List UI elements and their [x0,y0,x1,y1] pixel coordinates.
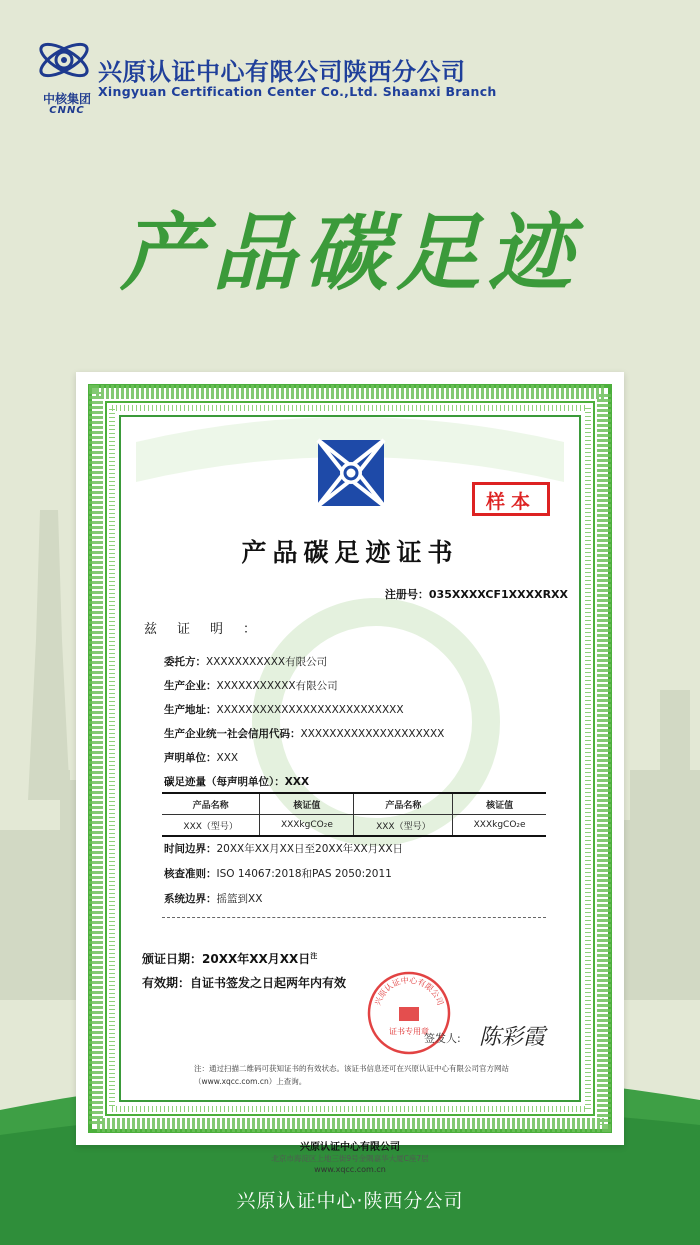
divider [162,917,546,918]
field-value: ISO 14067:2018和PAS 2050:2011 [216,868,392,880]
field-address [164,702,404,717]
field-key: 委托方： [164,656,206,668]
validity: 有效期：自证书签发之日起两年内有效 [142,976,347,990]
issue-note-mark: 注 [310,952,318,960]
field-key: 生产企业： [164,680,217,692]
prove-heading: 兹证明： [144,622,277,637]
field-credit-code [164,726,444,741]
table-header: 核证值 [260,793,354,815]
reg-value: 035XXXXCF1XXXXRXX [428,588,568,601]
reg-label: 注册号： [384,588,429,601]
bottom-caption: 兴原认证中心·陕西分公司 [236,1190,464,1212]
logo-english-text: CNNC [49,105,85,116]
table-cell: XXX（型号） [354,815,453,837]
field-system-boundary [164,891,262,906]
field-key: 生产地址： [164,704,217,716]
field-value: XXX [284,776,310,788]
field-value: XXXXXXXXXXX有限公司 [206,656,328,668]
sample-stamp: 样本 [472,482,550,516]
field-time-boundary [164,841,403,856]
issue-date [142,950,317,967]
table-row [162,815,546,837]
field-value: 20XX年XX月XX日至20XX年XX月XX日 [216,843,404,855]
company-name-cn: 兴原认证中心有限公司陕西分公司 [98,58,466,86]
header [28,30,678,120]
field-key: 时间边界： [164,843,217,855]
signature: 陈彩霞 [479,1025,546,1050]
field-criteria [164,866,392,881]
table-cell: XXX（型号） [183,821,238,832]
table-header: 核证值 [453,793,546,815]
footer-address: 北京市海淀区上地三街9号金隅嘉华大厦C座7层 [271,1154,429,1163]
page-title: 产品碳足迹 [119,204,580,302]
footer-organization: 兴原认证中心有限公司 [300,1142,400,1153]
logo-chinese-text: 中核集团 [42,92,91,106]
signer-label: 签发人: [424,1032,461,1045]
field-key: 生产企业统一社会信用代码： [164,728,301,740]
seal-bottom-text: 证书专用章 [389,1027,429,1036]
issue-date-text: 颁证日期：20XX年XX月XX日 [142,952,311,966]
field-key: 核查准则： [164,868,217,880]
field-value: XXXXXXXXXXXXXXXXXXXX [300,728,445,740]
table-header: 产品名称 [354,793,453,815]
cnnc-logo [32,32,96,116]
field-client [164,654,327,669]
certificate-title: 产品碳足迹证书 [241,538,459,567]
table-header-row [162,793,546,815]
table-cell: XXXkgCO₂e [453,815,546,837]
footer-website: www.xqcc.com.cn [314,1165,386,1174]
field-key: 碳足迹量（每声明单位）： [164,776,285,788]
product-table [162,792,546,837]
certificate-content [124,420,576,1174]
field-key: 系统边界： [164,893,217,905]
field-value: XXX [216,752,239,764]
field-declared-unit [164,750,238,765]
field-carbon-footprint [164,774,309,789]
atom-logo-icon [32,32,96,92]
field-producer [164,678,338,693]
field-key: 声明单位： [164,752,217,764]
svg-text:兴原认证中心有限公司 [373,975,445,1007]
table-cell: XXXkgCO₂e [260,815,354,837]
registration-number [385,586,568,602]
seal-arc-text: 兴原认证中心有限公司 [373,975,445,1007]
table-header: 产品名称 [192,800,229,811]
certificate [76,372,624,1174]
xqcc-emblem-icon [316,438,386,508]
field-value: 摇篮到XX [216,893,263,905]
company-name-en: Xingyuan Certification Center Co.,Ltd. Shaanxi Branch [98,84,497,99]
field-value: XXXXXXXXXXX有限公司 [216,680,338,692]
field-value: XXXXXXXXXXXXXXXXXXXXXXXXXX [216,704,404,716]
certificate-note: 注：通过扫描二维码可获知证书的有效状态。该证书信息还可在兴原认证中心有限公司官方网站（www.xqcc.com.cn）上查询。 [194,1064,509,1086]
